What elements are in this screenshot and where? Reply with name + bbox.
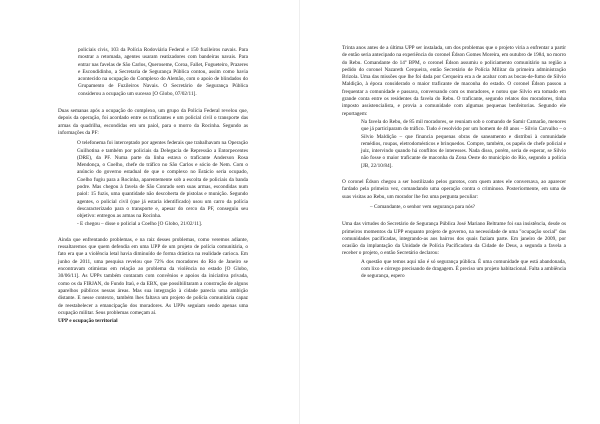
right-page	[300, 0, 600, 424]
block-quote: policiais civis, 103 da Polícia Rodoviária Federal e 150 fuzileiros navais. Para mostrar a retomada, agentes usaram reatizadores com bandeiras navais. Para entrar nas favelas de São Carlos, Queroseme, Coroa, Fallet, Fogueteiro, Prazeres e Escondidinho, a Secretaria de Segurança Pública contou, assim como havia acontecido na ocupação do Complexo do Alemão, com o apoio de blindados do Grupamento de Fuzileiros Navais. O Secretário de Segurança Pública considerou a ocupação um sucesso [O Globo, 07/02/11].	[78, 47, 248, 97]
block-quote: Na favela do Rebu, de 85 mil moradores, se reuniam sob o comando de Samir Camarão, menores que já participaram do tráfico. Tudo é resolvido por um homem de 40 anos – Silvio Carvalho – o Silvio Maldição – que financia pequenas obras de saneamento e distribui à comunidade remédios, roupas, eletrodomésticos e brinquedos. Compre, também, os papéis de chefe policial e juiz, intervindo quando há conflitos de interesses. Nada disso, porém, seria de esperar, se Silvio não fosse o maior traficante de maconha da Zona Oeste do município do Rio, segundo a polícia [JB, 22/10/84].	[361, 118, 566, 169]
block-quote: O telefonema foi interceptado por agentes federais que trabalhavam na Operação Guilhotina e também por policiais da Delegacia de Repressão a Entorpecentes (DRE), da PF. Numa parte da linha estava o traficante Anderson Rosa Mendonça, o Coelho, chefe do tráfico no São Carlos e sócio de Nem. Com o anúncio do governo estadual de que o complexo no Estácio seria ocupado, Coelho fugiu para a Rocinha, aparentemente sob a escolta de policiais da banda podre. Mas chegou à favela de São Conrado sem suas armas, escondidas num paiol: 15 fuzis, uma quantidade não descoberta de pistolas e munição. Segundo agentes, o policial civil (que já estaria identificado) usou um carro da polícia descaracterizado para o transporte e, apesar do cerco da PF, conseguiu seu objetivo: entregou as armas na Rocinha.	[77, 140, 248, 220]
block-quote: – Comandante, o senhor vem segurança para nós?	[370, 203, 475, 210]
paragraph: Uma das virtudes do Secretário de Segurança Pública José Mariano Beltrame foi sua insistência, desde os primeiros momentos da UPP enquanto projeto de governo, na necessidade de uma "ocupação social" das comunidades pacificadas, integrando-as aos bairros dos quais faziam parte. Em janeiro de 2009, por ocasião da implantação da Unidade de Polícia Pacificadora da Cidade de Deus, a segunda a favela a receber o projeto, o então Secretário declarou:	[342, 221, 566, 257]
block-quote: A questão que temos aqui não é só segurança pública. É uma comunidade que está abandonada, com lixo e córrego precisando de dragagem. É preciso um projeto habitacional. Falta a ambiência de segurança, espero	[361, 258, 566, 280]
paragraph: Trinta anos antes de a última UPP ser instalada, um dos problemas que o projeto viria a enfrentar a partir de então seria antecipado na experiência do coronel Édson Gomes Moreira, em outubro de 1984, no morro do Rebu. Comandante do 14º BPM, o coronel Édson assumiu o policiamento comunitário na região a pedido do coronel Nazareth Cerqueira, então Secretário de Polícia Militar da primeira administração Brizola. Uma das missões que lhe foi dada por Cerqueira era a de acabar com as bocas-de-fumo de Silvio Maldição, à época considerado o maior traficante de maconha do estado. O coronel Édson passou a frequentar a comunidade e passava, conversando com os moradores, e notou que Silvio era tomado em grande conta entre os residentes da favela do Rebu. O traficante, segundo relatos dos moradores, tinha imposto assistencialista, e provia a comunidade com algumas pequenas benfeitorias. Segundo ele reportagem:	[342, 45, 566, 117]
section-heading: UPP e ocupação territorial	[58, 318, 118, 325]
block-quote-ending: - E chegou – disse o policial a Coelho [O Globo, 21/02/11].	[77, 220, 203, 227]
paragraph: O coronel Édson chegou a ser hostilizado pelos garotos, com quem antes ele conversava, ao aparecer fardado pela primeira vez, comandando uma operação contra o criminoso. Posteriormente, em uma de suas visitas ao Rebu, um morador lhe fez uma pergunta peculiar:	[342, 179, 566, 200]
paragraph: Ainda que enfrentando problemas, e na raiz desses problemas, como veremos adiante, ressaltaremos que quem defendia em uma UPP de um projeto de polícia comunitária, o fato era que a violência letal havia diminuído de forma drástica na realidade carioca. Em junho de 2011, uma pesquisa revelou que 72% dos moradores do Rio de Janeiro se encontravam otimistas em relação ao problema da violência no estado [O Globo, 30/06/11]. As UPPs também contaram com convênios e apoios da iniciativa privada, como os da FIRJAN, do Fundo Itaú, e da EBX, que possibilitaram a construção de alguns aparelhos públicos nessas áreas. Mas sua integração à cidade parecia uma ambição distante. E nesse contexto, também lhes faltava um projeto de polícia comunitária capaz de reestabelecer a emancipação dos moradores. As UPPs seguiam sendo apenas uma ocupação militar. Seus problemas começam aí.	[58, 236, 248, 316]
paragraph: Duas semanas após a ocupação do complexo, um grupo da Polícia Federal revelou que, depois da operação, foi acordado entre os traficantes e um policial civil o transporte das armas da quadrilha, escondidas em um paiol, para o morro da Rocinha. Segundo as informações da PF:	[58, 108, 248, 136]
